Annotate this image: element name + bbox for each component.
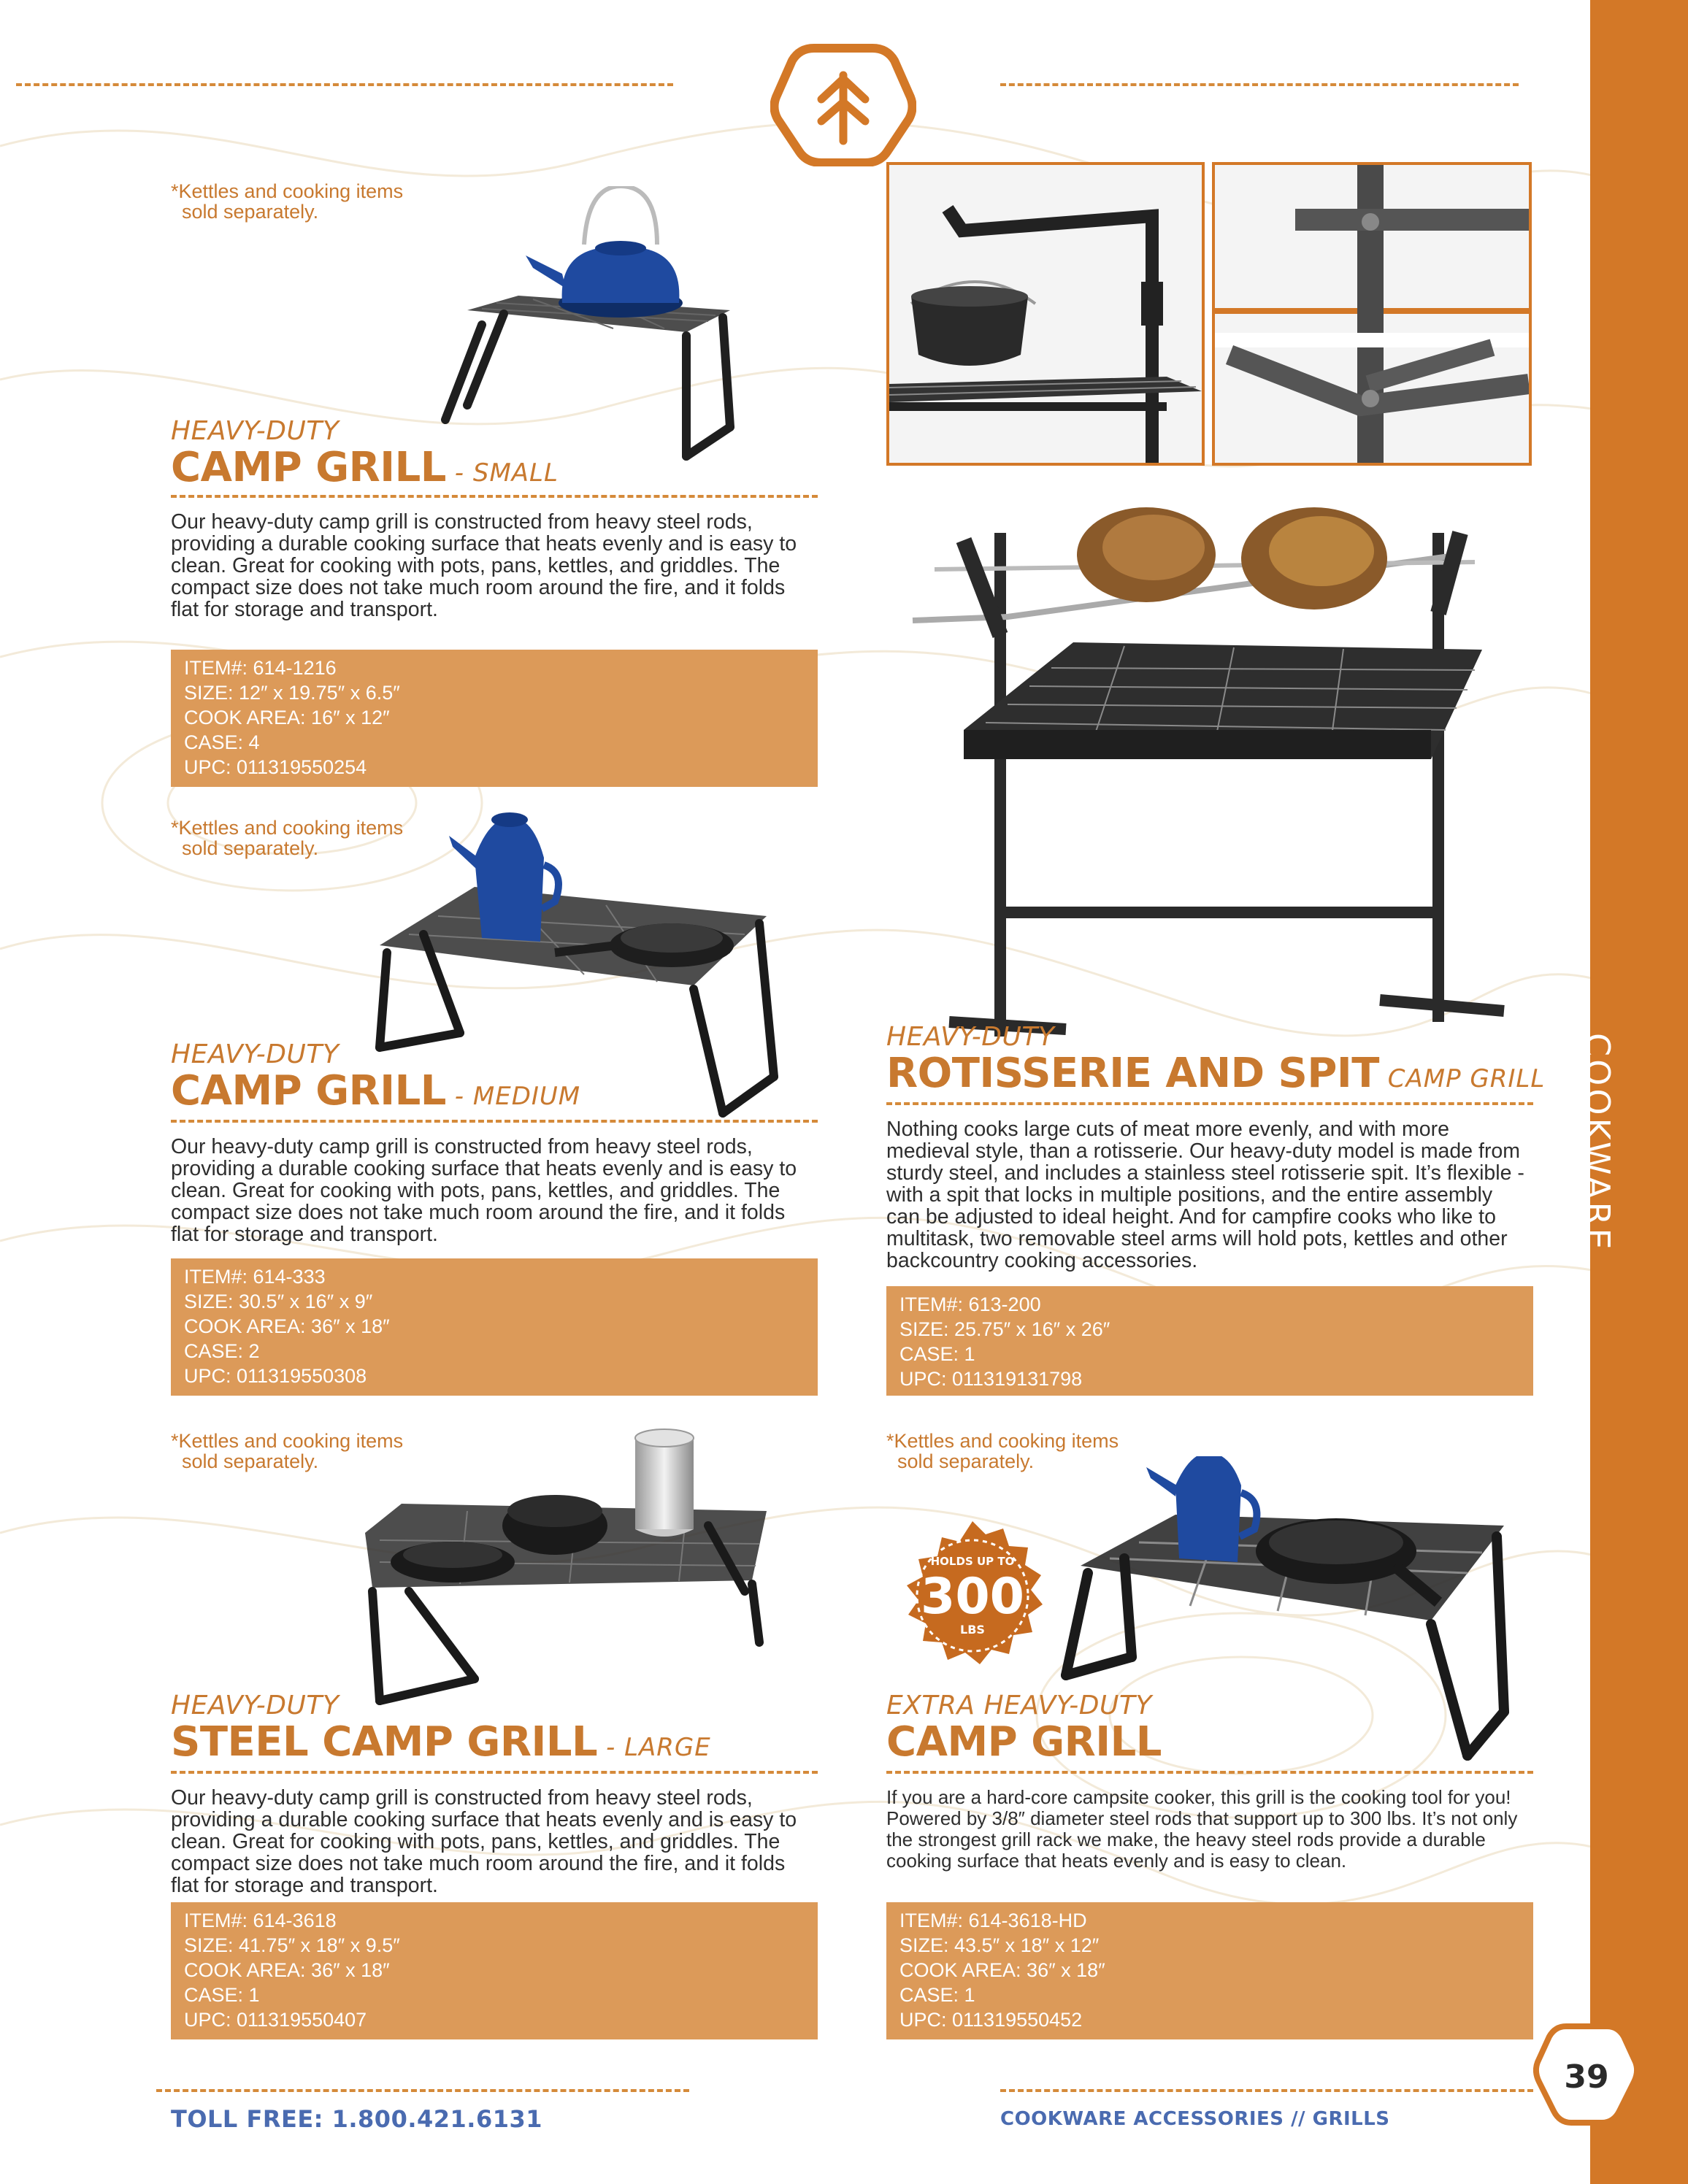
title-product-2 bbox=[171, 1067, 580, 1115]
spec-box-product-5 bbox=[886, 1902, 1533, 2039]
note-product-1: *Kettles and cooking items sold separately. bbox=[171, 180, 404, 223]
rotisserie-detail-photo-arm bbox=[1212, 162, 1532, 466]
spec-item-number: ITEM#: 613-200 bbox=[899, 1293, 1041, 1315]
size-product-3: - LARGE bbox=[597, 1733, 711, 1762]
title-product-3 bbox=[171, 1718, 711, 1766]
title-text-product-4: ROTISSERIE AND SPIT bbox=[886, 1050, 1379, 1097]
divider-product-2 bbox=[171, 1120, 818, 1123]
spec-case: CASE: 1 bbox=[899, 1343, 975, 1365]
page-number-badge bbox=[1533, 2022, 1640, 2129]
subtitle-product-1: HEAVY-DUTY bbox=[171, 416, 339, 446]
spec-case: CASE: 1 bbox=[899, 1984, 975, 2006]
spec-size: SIZE: 30.5″ x 16″ x 9″ bbox=[184, 1291, 373, 1312]
spec-size: SIZE: 41.75″ x 18″ x 9.5″ bbox=[184, 1934, 400, 1956]
size-product-4: CAMP GRILL bbox=[1378, 1064, 1546, 1093]
spec-upc: UPC: 011319550452 bbox=[899, 2009, 1083, 2031]
spec-box-product-4 bbox=[886, 1286, 1533, 1396]
footer-section-title: COOKWARE ACCESSORIES // GRILLS bbox=[1000, 2108, 1390, 2130]
spec-cook-area: COOK AREA: 36″ x 18″ bbox=[184, 1959, 390, 1981]
spec-item-number: ITEM#: 614-3618-HD bbox=[899, 1910, 1087, 1931]
rotisserie-spit-photo bbox=[905, 489, 1526, 1037]
title-product-4 bbox=[886, 1050, 1545, 1097]
divider-product-5 bbox=[886, 1771, 1533, 1774]
holds-300-lbs-badge bbox=[892, 1518, 1053, 1679]
divider-product-4 bbox=[886, 1102, 1533, 1105]
description-product-3: Our heavy-duty camp grill is constructed from heavy steel rods, providing a durable cooking surface that heats evenly and is easy to clean. Great for cooking with pots, pans, kettles, and griddles. The compact size does not take much room around the fire, and it folds flat for storage and transport. bbox=[171, 1786, 797, 1897]
subtitle-product-3: HEAVY-DUTY bbox=[171, 1691, 339, 1720]
badge-unit: LBS bbox=[960, 1623, 985, 1637]
title-product-1 bbox=[171, 444, 559, 491]
size-product-1: - SMALL bbox=[446, 458, 559, 488]
spec-item-number: ITEM#: 614-1216 bbox=[184, 657, 337, 679]
spec-item-number: ITEM#: 614-333 bbox=[184, 1266, 326, 1288]
subtitle-product-5: EXTRA HEAVY-DUTY bbox=[886, 1691, 1152, 1720]
page-number: 39 bbox=[1564, 2058, 1609, 2096]
spec-cook-area: COOK AREA: 36″ x 18″ bbox=[184, 1315, 390, 1337]
spec-size: SIZE: 43.5″ x 18″ x 12″ bbox=[899, 1934, 1100, 1956]
note-product-5: *Kettles and cooking items sold separately. bbox=[886, 1430, 1119, 1472]
spec-upc: UPC: 011319550308 bbox=[184, 1365, 367, 1387]
spec-case: CASE: 4 bbox=[184, 731, 260, 753]
title-text-product-5: CAMP GRILL bbox=[886, 1718, 1162, 1766]
size-product-2: - MEDIUM bbox=[446, 1082, 581, 1111]
spec-case: CASE: 1 bbox=[184, 1984, 260, 2006]
spec-box-product-2 bbox=[171, 1258, 818, 1396]
spec-upc: UPC: 011319550254 bbox=[184, 756, 367, 778]
spec-size: SIZE: 12″ x 19.75″ x 6.5″ bbox=[184, 682, 400, 704]
small-camp-grill-photo bbox=[423, 186, 752, 464]
note-product-2: *Kettles and cooking items sold separately. bbox=[171, 817, 404, 859]
badge-top-text: HOLDS UP TO bbox=[930, 1555, 1015, 1568]
sidebar-section-label: COOKWARE bbox=[1578, 1033, 1617, 1253]
subtitle-product-2: HEAVY-DUTY bbox=[171, 1039, 339, 1069]
badge-number: 300 bbox=[921, 1568, 1024, 1626]
description-product-2: Our heavy-duty camp grill is constructed from heavy steel rods, providing a durable cooking surface that heats evenly and is easy to clean. Great for cooking with pots, pans, kettles, and griddles. The compact size does not take much room around the fire, and it folds flat for storage and transport. bbox=[171, 1135, 797, 1246]
toll-free-number: TOLL FREE: 1.800.421.6131 bbox=[171, 2105, 542, 2133]
subtitle-product-4: HEAVY-DUTY bbox=[886, 1022, 1055, 1052]
spec-case: CASE: 2 bbox=[184, 1340, 260, 1362]
title-text-product-2: CAMP GRILL bbox=[171, 1067, 446, 1115]
spec-upc: UPC: 011319550407 bbox=[184, 2009, 367, 2031]
spec-cook-area: COOK AREA: 16″ x 12″ bbox=[184, 707, 390, 728]
spec-size: SIZE: 25.75″ x 16″ x 26″ bbox=[899, 1318, 1110, 1340]
spec-box-product-3 bbox=[171, 1902, 818, 2039]
title-product-5 bbox=[886, 1718, 1162, 1766]
spec-upc: UPC: 011319131798 bbox=[899, 1368, 1083, 1390]
brand-logo-icon bbox=[770, 42, 916, 166]
note-product-3: *Kettles and cooking items sold separately. bbox=[171, 1430, 404, 1472]
spec-cook-area: COOK AREA: 36″ x 18″ bbox=[899, 1959, 1105, 1981]
description-product-1: Our heavy-duty camp grill is constructed from heavy steel rods, providing a durable cooking surface that heats evenly and is easy to clean. Great for cooking with pots, pans, kettles, and griddles. The compact size does not take much room around the fire, and it folds flat for storage and transport. bbox=[171, 510, 797, 621]
large-steel-camp-grill-photo bbox=[358, 1409, 789, 1715]
title-text-product-3: STEEL CAMP GRILL bbox=[171, 1718, 598, 1766]
divider-product-3 bbox=[171, 1771, 818, 1774]
footer-divider-left bbox=[156, 2089, 689, 2092]
spec-box-product-1 bbox=[171, 650, 818, 787]
description-product-4: Nothing cooks large cuts of meat more evenly, and with more medieval style, than a rotisserie. Our heavy-duty model is made from sturdy steel, and includes a stainless steel rotisserie spit. It’s flexible - with a spit that locks in multiple positions, and the entire assembly can be adjusted to ideal height. And for campfire cooks who like to multitask, two removable steel arms will hold pots, kettles and other backcountry cooking accessories. bbox=[886, 1118, 1524, 1272]
footer-divider-right bbox=[1000, 2089, 1533, 2092]
spec-item-number: ITEM#: 614-3618 bbox=[184, 1910, 337, 1931]
divider-product-1 bbox=[171, 495, 818, 498]
top-divider-right bbox=[1000, 83, 1519, 86]
top-divider-left bbox=[16, 83, 673, 86]
rotisserie-detail-photo-pot bbox=[886, 162, 1205, 466]
title-text-product-1: CAMP GRILL bbox=[171, 444, 446, 491]
description-product-5: If you are a hard-core campsite cooker, this grill is the cooking tool for you! Powered by 3/8″ diameter steel rods that support up to 300 lbs. It’s not only the strongest grill rack we make, the heavy steel rods provide a durable cooking surface that heats evenly and is easy to clean. bbox=[886, 1786, 1518, 1872]
